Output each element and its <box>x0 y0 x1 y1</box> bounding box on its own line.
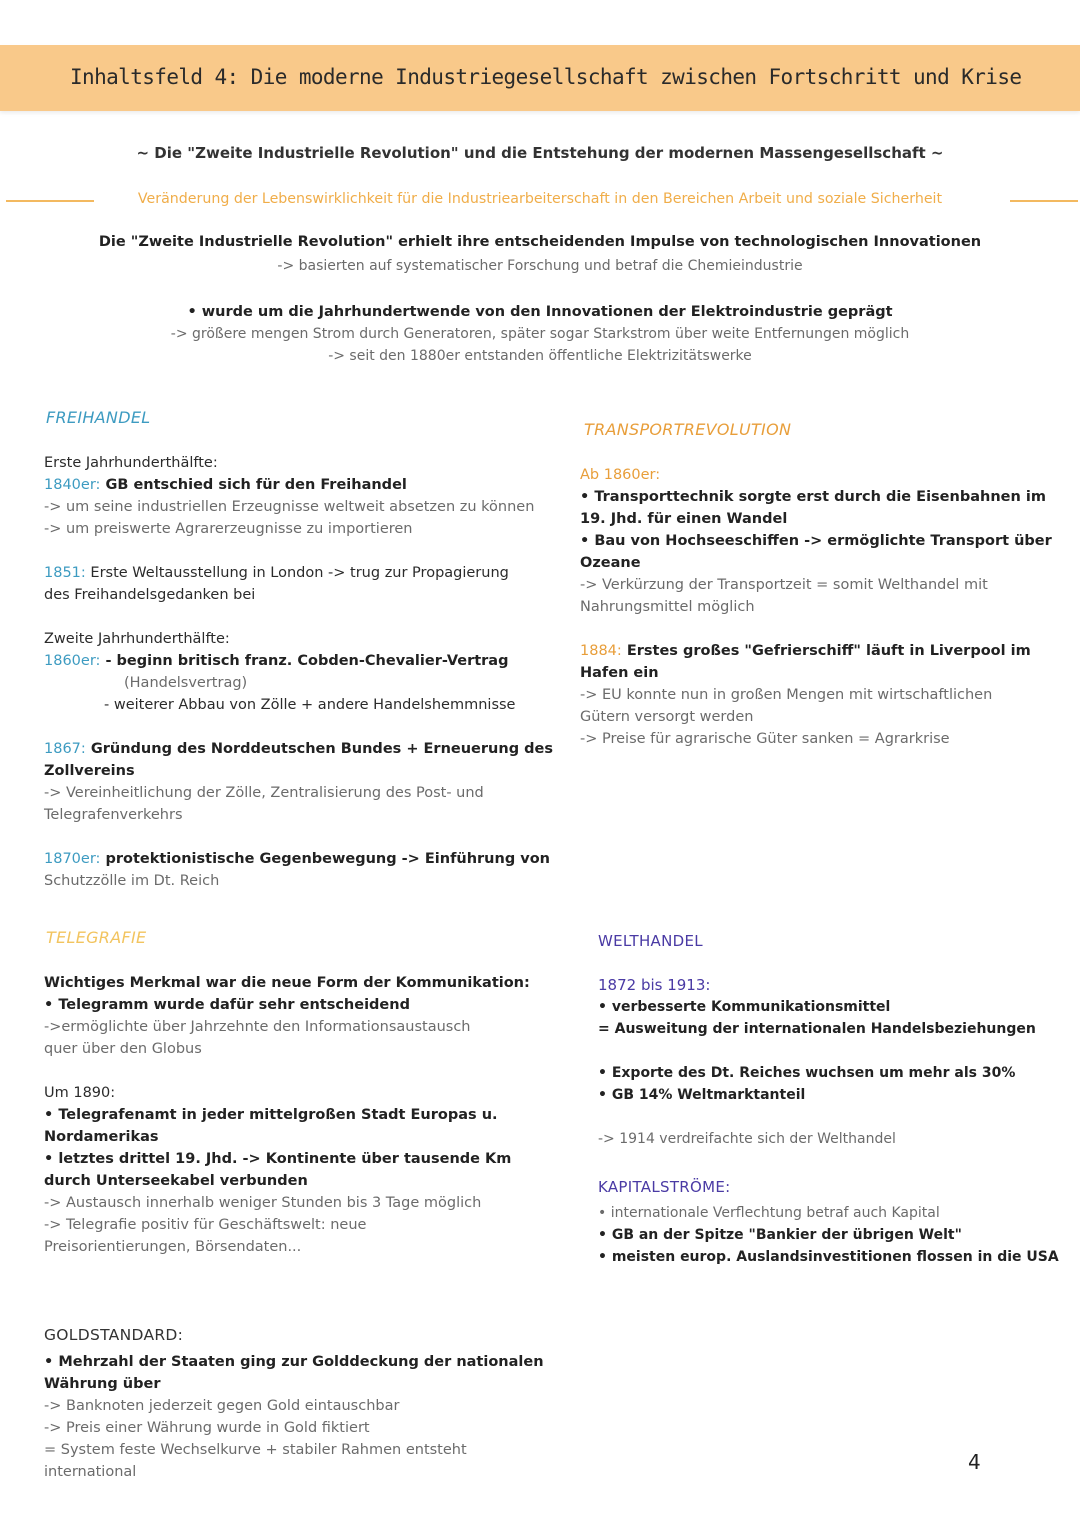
fh-text: - beginn britisch franz. Cobden-Chevalier-Vertrag <box>100 653 509 669</box>
kapital-section <box>598 1202 1059 1268</box>
telegrafie-heading: TELEGRAFIE <box>46 928 147 947</box>
fh-year: 1840er: <box>44 477 101 493</box>
intro-line-2: -> basierten auf systematischer Forschung und betraf die Chemieindustrie <box>277 258 803 274</box>
fh-line: (Handelsvertrag) <box>124 675 248 691</box>
welthandel-heading: WELTHANDEL <box>598 932 703 950</box>
fh-year: 1867: <box>44 741 86 757</box>
tr-line: Ab 1860er: <box>580 467 661 483</box>
fh-line: -> um preiswerte Agrarerzeugnisse zu importieren <box>44 521 413 537</box>
fh-text: Gründung des Norddeutschen Bundes + Erneuerung des <box>85 741 553 757</box>
goldstandard-heading: GOLDSTANDARD: <box>44 1326 184 1344</box>
wh-line: • verbesserte Kommunikationsmittel <box>598 999 891 1015</box>
fh-line: Erste Jahrhunderthälfte: <box>44 455 218 471</box>
tg-line: -> Austausch innerhalb weniger Stunden bis 3 Tage möglich <box>44 1195 482 1211</box>
intro-line-3: • wurde um die Jahrhundertwende von den Innovationen der Elektroindustrie geprägt <box>187 304 893 320</box>
goldstandard-section <box>44 1351 544 1483</box>
tg-line: -> Telegrafie positiv für Geschäftswelt: neue <box>44 1217 367 1233</box>
tg-line: durch Unterseekabel verbunden <box>44 1173 308 1189</box>
tr-line: -> EU konnte nun in großen Mengen mit wirtschaftlichen <box>580 687 993 703</box>
tr-line: -> Verkürzung der Transportzeit = somit Welthandel mit <box>580 577 988 593</box>
tg-line: • Telegrafenamt in jeder mittelgroßen Stadt Europas u. <box>44 1107 498 1123</box>
tr-text: Erstes großes "Gefrierschiff" läuft in Liverpool im <box>621 643 1031 659</box>
fh-line: Schutzzölle im Dt. Reich <box>44 873 220 889</box>
ks-line: • meisten europ. Auslandsinvestitionen flossen in die USA <box>598 1249 1059 1265</box>
gs-line: • Mehrzahl der Staaten ging zur Golddeckung der nationalen <box>44 1354 544 1370</box>
kapital-heading: KAPITALSTRÖME: <box>598 1178 731 1196</box>
tg-line: Wichtiges Merkmal war die neue Form der Kommunikation: <box>44 975 530 991</box>
tr-line: Gütern versorgt werden <box>580 709 754 725</box>
fh-text: protektionistische Gegenbewegung -> Einführung von <box>100 851 550 867</box>
wh-line: = Ausweitung der internationalen Handelsbeziehungen <box>598 1021 1036 1037</box>
tr-line: 19. Jhd. für einen Wandel <box>580 511 788 527</box>
fh-year: 1860er: <box>44 653 101 669</box>
fh-line: des Freihandelsgedanken bei <box>44 587 256 603</box>
fh-line: Zweite Jahrhunderthälfte: <box>44 631 230 647</box>
fh-line: -> Vereinheitlichung der Zölle, Zentralisierung des Post- und <box>44 785 484 801</box>
freihandel-heading: FREIHANDEL <box>46 408 151 427</box>
tr-line: Hafen ein <box>580 665 659 681</box>
tg-line: • letztes drittel 19. Jhd. -> Kontinente über tausende Km <box>44 1151 512 1167</box>
welthandel-section <box>598 974 1036 1150</box>
tg-line: Um 1890: <box>44 1085 116 1101</box>
intro-line-4: -> größere mengen Strom durch Generatoren, später sogar Starkstrom über weite Entfernungen möglich <box>170 326 910 342</box>
tg-line: Preisorientierungen, Börsendaten... <box>44 1239 302 1255</box>
tr-line: Nahrungsmittel möglich <box>580 599 755 615</box>
fh-line: - weiterer Abbau von Zölle + andere Handelshemmnisse <box>104 697 516 713</box>
gs-line: international <box>44 1464 137 1480</box>
page-title: Inhaltsfeld 4: Die moderne Industriegesellschaft zwischen Fortschritt und Krise <box>70 65 1022 89</box>
transport-section <box>580 464 1052 750</box>
telegrafie-section <box>44 972 530 1258</box>
wh-line: 1872 bis 1913: <box>598 976 711 994</box>
fh-text: Erste Weltausstellung in London -> trug zur Propagierung <box>85 565 509 581</box>
wh-line: -> 1914 verdreifachte sich der Welthandel <box>598 1131 896 1147</box>
fh-line: Zollvereins <box>44 763 135 779</box>
ks-line: • internationale Verflechtung betraf auch Kapital <box>598 1205 940 1221</box>
tr-line: -> Preise für agrarische Güter sanken = Agrarkrise <box>580 731 950 747</box>
tr-year: 1884: <box>580 643 622 659</box>
fh-year: 1870er: <box>44 851 101 867</box>
transport-heading: TRANSPORTREVOLUTION <box>584 420 792 439</box>
tr-line: • Bau von Hochseeschiffen -> ermöglichte Transport über <box>580 533 1052 549</box>
fh-year: 1851: <box>44 565 86 581</box>
fh-line: -> um seine industriellen Erzeugnisse weltweit absetzen zu können <box>44 499 535 515</box>
gs-line: -> Banknoten jederzeit gegen Gold eintauschbar <box>44 1398 400 1414</box>
tg-line: ->ermöglichte über Jahrzehnte den Informationsaustausch <box>44 1019 471 1035</box>
gs-line: -> Preis einer Währung wurde in Gold fiktiert <box>44 1420 370 1436</box>
wh-line: • Exporte des Dt. Reiches wuchsen um mehr als 30% <box>598 1065 1016 1081</box>
section-heading: Veränderung der Lebenswirklichkeit für die Industriearbeiterschaft in den Bereichen Arbeit und soziale Sicherheit <box>137 191 943 207</box>
tr-line: Ozeane <box>580 555 641 571</box>
fh-line: Telegrafenverkehrs <box>44 807 183 823</box>
intro-line-1: Die "Zweite Industrielle Revolution" erhielt ihre entscheidenden Impulse von technologischen Innovationen <box>98 234 982 250</box>
tg-line: • Telegramm wurde dafür sehr entscheidend <box>44 997 410 1013</box>
tg-line: quer über den Globus <box>44 1041 202 1057</box>
subtitle: ~ Die "Zweite Industrielle Revolution" und die Entstehung der modernen Massengesellschaft ~ <box>136 144 944 162</box>
header-banner <box>0 45 1080 111</box>
tr-line: • Transporttechnik sorgte erst durch die Eisenbahnen im <box>580 489 1046 505</box>
freihandel-section <box>44 452 553 892</box>
gs-line: = System feste Wechselkurve + stabiler Rahmen entsteht <box>44 1442 467 1458</box>
page-number: 4 <box>968 1450 981 1474</box>
tg-line: Nordamerikas <box>44 1129 159 1145</box>
intro-line-5: -> seit den 1880er entstanden öffentliche Elektrizitätswerke <box>328 348 752 364</box>
fh-text: GB entschied sich für den Freihandel <box>100 477 407 493</box>
wh-line: • GB 14% Weltmarktanteil <box>598 1087 806 1103</box>
ks-line: • GB an der Spitze "Bankier der übrigen Welt" <box>598 1227 962 1243</box>
gs-line: Währung über <box>44 1376 161 1392</box>
